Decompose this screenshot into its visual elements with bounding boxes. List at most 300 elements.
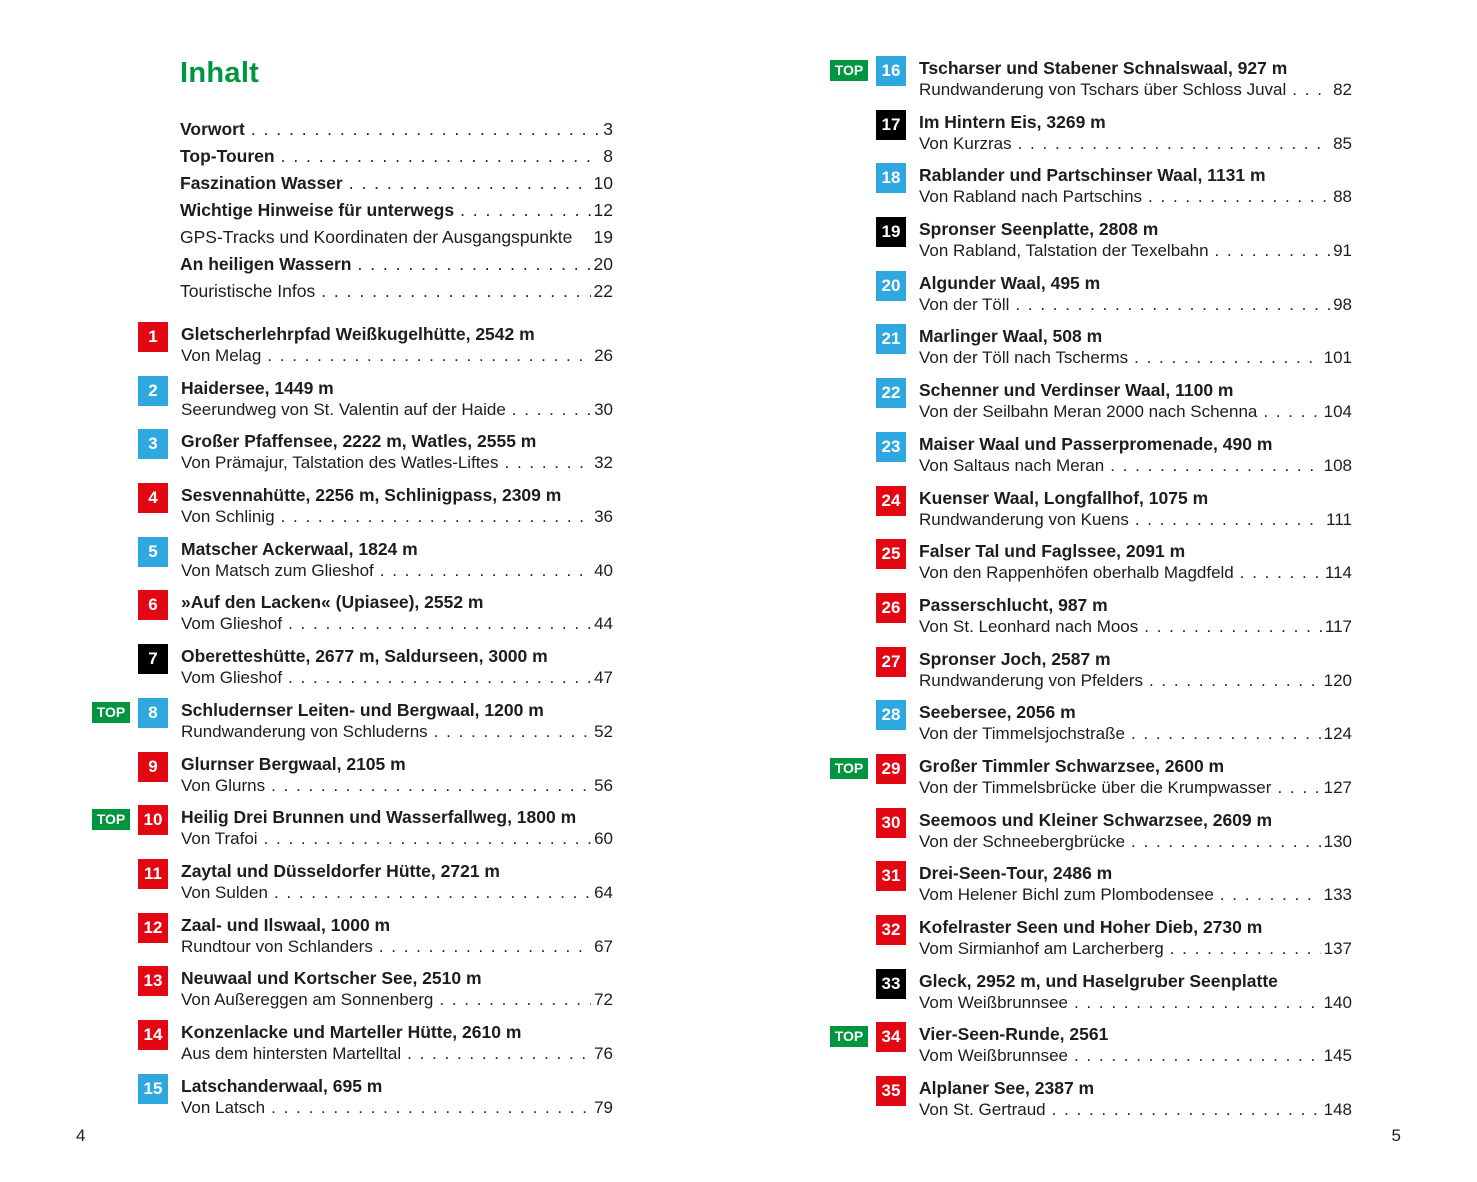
tour-entry xyxy=(830,1022,1352,1067)
tour-entry xyxy=(830,486,1352,531)
top-badge-slot xyxy=(830,700,876,725)
tour-number-badge: 19 xyxy=(876,217,906,247)
entry-page-number: 30 xyxy=(594,399,613,419)
tour-subtitle-row xyxy=(919,240,1352,262)
entry-page-number: 82 xyxy=(1333,80,1352,99)
dot-leader xyxy=(434,721,591,743)
tour-title: Glurnser Bergwaal, 2105 m xyxy=(181,753,406,774)
tour-number-badge: 23 xyxy=(876,432,906,462)
tour-title: Algunder Waal, 495 m xyxy=(919,272,1101,293)
tour-title: Maiser Waal und Passerpromenade, 490 m xyxy=(919,433,1273,454)
dot-leader xyxy=(407,1043,591,1065)
dot-leader xyxy=(288,667,591,689)
entry-page-number: 52 xyxy=(594,721,613,741)
top-badge-slot xyxy=(830,861,876,886)
top-badge-slot xyxy=(830,539,876,564)
tour-number-badge: 15 xyxy=(138,1074,168,1104)
tour-entry xyxy=(830,861,1352,906)
tour-subtitle: Von Rabland, Talstation der Texelbahn xyxy=(919,241,1209,261)
tour-subtitle-row xyxy=(919,186,1352,208)
tour-title: Vier-Seen-Runde, 2561 xyxy=(919,1024,1109,1045)
tour-subtitle: Von der Timmelsjochstraße xyxy=(919,724,1125,744)
dot-leader xyxy=(439,989,591,1011)
tour-text xyxy=(181,376,613,421)
dot-leader xyxy=(1131,831,1321,853)
tour-entry xyxy=(92,537,613,582)
top-badge-slot xyxy=(92,859,138,884)
tour-subtitle: Vom Helener Bichl zum Plombodensee xyxy=(919,885,1214,905)
tour-title: Haidersee, 1449 m xyxy=(181,377,334,398)
tour-text xyxy=(919,915,1352,960)
entry-page-number: 60 xyxy=(594,829,613,849)
tour-text xyxy=(181,859,613,904)
dot-leader xyxy=(1292,79,1330,101)
entry-page-number: 98 xyxy=(1333,294,1352,314)
tour-subtitle-row xyxy=(919,133,1352,155)
tour-number-badge: 8 xyxy=(138,698,168,728)
entry-page-number: 104 xyxy=(1323,402,1352,422)
dot-leader xyxy=(1074,1045,1321,1067)
dot-leader xyxy=(1149,670,1321,692)
tour-text xyxy=(919,1022,1352,1067)
entry-label: Wichtige Hinweise für unterwegs xyxy=(180,200,455,220)
tour-title: Schludernser Leiten- und Bergwaal, 1200 m xyxy=(181,699,544,720)
tour-subtitle-row xyxy=(181,345,613,367)
tour-subtitle-row xyxy=(919,992,1352,1014)
tour-text xyxy=(919,754,1352,799)
front-matter-entry xyxy=(180,251,613,278)
tour-text xyxy=(181,429,613,474)
tour-entry xyxy=(830,56,1352,101)
tour-entry xyxy=(92,805,613,850)
tour-text xyxy=(919,647,1352,692)
top-badge-slot xyxy=(830,593,876,618)
tour-title: Tscharser und Stabener Schnalswaal, 927 m xyxy=(919,58,1288,78)
tour-title: Kuenser Waal, Longfallhof, 1075 m xyxy=(919,487,1209,508)
page-title: Inhalt xyxy=(180,57,260,89)
tour-entry xyxy=(92,322,613,367)
tour-title: Oberetteshütte, 2677 m, Saldurseen, 3000 m xyxy=(181,646,548,667)
entry-page-number: 85 xyxy=(1333,133,1352,153)
tour-subtitle: Von Latsch xyxy=(181,1097,266,1117)
tour-text xyxy=(919,539,1352,584)
dot-leader xyxy=(380,560,591,582)
tour-title: Spronser Seenplatte, 2808 m xyxy=(919,219,1159,240)
tour-entry xyxy=(830,754,1352,799)
entry-page-number: 91 xyxy=(1333,241,1352,261)
tour-subtitle-row xyxy=(181,452,613,474)
tour-number-badge: 2 xyxy=(138,376,168,406)
tour-number-badge: 4 xyxy=(138,483,168,513)
dot-leader xyxy=(1220,884,1321,906)
dot-leader xyxy=(349,170,591,197)
tour-subtitle-row xyxy=(919,723,1352,745)
tour-title: Gletscherlehrpfad Weißkugelhütte, 2542 m xyxy=(181,324,535,344)
tour-text xyxy=(919,861,1352,906)
dot-leader xyxy=(379,936,591,958)
tour-entry xyxy=(92,644,613,689)
tour-number-badge: 16 xyxy=(876,56,906,86)
tour-number-badge: 6 xyxy=(138,590,168,620)
tour-subtitle-row xyxy=(181,560,613,582)
tour-number-badge: 17 xyxy=(876,110,906,140)
tour-text xyxy=(919,700,1352,745)
tour-text xyxy=(181,644,613,689)
tour-number-badge: 30 xyxy=(876,808,906,838)
top-badge-slot xyxy=(92,537,138,562)
top-badge-slot xyxy=(830,56,876,81)
tour-title: Im Hintern Eis, 3269 m xyxy=(919,111,1106,132)
tour-entry xyxy=(92,752,613,797)
tour-entry xyxy=(92,590,613,635)
top-badge-slot xyxy=(830,217,876,242)
entry-label: An heiligen Wassern xyxy=(180,254,352,274)
dot-leader xyxy=(1148,186,1330,208)
tour-list-right xyxy=(830,56,1352,1130)
front-matter-entry xyxy=(180,278,613,305)
tour-number-badge: 11 xyxy=(138,859,168,889)
tour-entry xyxy=(830,432,1352,477)
tour-number-badge: 12 xyxy=(138,913,168,943)
tour-text xyxy=(181,913,613,958)
tour-subtitle: Von St. Leonhard nach Moos xyxy=(919,616,1139,636)
tour-subtitle: Von der Seilbahn Meran 2000 nach Schenna xyxy=(919,402,1258,422)
tour-number-badge: 10 xyxy=(138,805,168,835)
entry-page-number: 108 xyxy=(1323,455,1352,475)
tour-text xyxy=(181,590,613,635)
entry-page-number: 47 xyxy=(594,668,613,688)
top-badge-slot xyxy=(830,163,876,188)
dot-leader xyxy=(281,143,601,170)
tour-text xyxy=(919,1076,1352,1121)
top-badge-slot xyxy=(830,754,876,779)
entry-page-number: 36 xyxy=(594,507,613,527)
tour-title: Großer Pfaffensee, 2222 m, Watles, 2555 m xyxy=(181,431,537,452)
dot-leader xyxy=(1215,240,1331,262)
dot-leader xyxy=(1015,294,1330,316)
dot-leader xyxy=(251,116,600,143)
tour-text xyxy=(181,752,613,797)
top-badge-slot xyxy=(830,486,876,511)
entry-page-number: 148 xyxy=(1323,1100,1352,1120)
tour-subtitle-row xyxy=(181,828,613,850)
dot-leader xyxy=(1052,1099,1321,1121)
front-matter-entry xyxy=(180,143,613,170)
tour-text xyxy=(181,966,613,1011)
dot-leader xyxy=(288,613,591,635)
tour-entry xyxy=(92,966,613,1011)
entry-page-number: 88 xyxy=(1333,187,1352,207)
dot-leader xyxy=(460,197,590,224)
tour-subtitle: Von der Töll nach Tscherms xyxy=(919,348,1129,368)
tour-entry xyxy=(92,483,613,528)
top-badge-slot xyxy=(92,429,138,454)
top-badge-slot xyxy=(92,805,138,830)
tour-number-badge: 24 xyxy=(876,486,906,516)
tour-text xyxy=(181,698,613,743)
top-badge: TOP xyxy=(92,702,130,723)
tour-title: Seebersee, 2056 m xyxy=(919,702,1076,723)
entry-label: Top-Touren xyxy=(180,146,275,166)
tour-subtitle: Von Melag xyxy=(181,346,262,365)
entry-page-number: 120 xyxy=(1323,670,1352,690)
entry-page-number: 3 xyxy=(603,119,613,139)
tour-number-badge: 7 xyxy=(138,644,168,674)
top-badge-slot xyxy=(830,271,876,296)
entry-page-number: 8 xyxy=(603,146,613,166)
entry-page-number: 101 xyxy=(1323,348,1352,368)
tour-text xyxy=(919,969,1352,1014)
entry-page-number: 72 xyxy=(594,990,613,1010)
tour-number-badge: 3 xyxy=(138,429,168,459)
top-badge-slot xyxy=(92,644,138,669)
tour-title: Seemoos und Kleiner Schwarzsee, 2609 m xyxy=(919,809,1273,830)
tour-subtitle-row xyxy=(181,399,613,421)
entry-page-number: 76 xyxy=(594,1043,613,1063)
tour-list-left xyxy=(92,322,613,1127)
tour-title: Zaal- und Ilswaal, 1000 m xyxy=(181,914,391,935)
tour-entry xyxy=(92,1074,613,1119)
tour-title: Zaytal und Düsseldorfer Hütte, 2721 m xyxy=(181,860,500,881)
tour-number-badge: 28 xyxy=(876,700,906,730)
dot-leader xyxy=(1277,777,1320,799)
tour-subtitle-row xyxy=(181,989,613,1011)
front-matter-list xyxy=(180,116,613,305)
top-badge-slot xyxy=(830,808,876,833)
entry-page-number: 64 xyxy=(594,882,613,902)
dot-leader xyxy=(1144,616,1322,638)
tour-subtitle-row xyxy=(919,777,1352,799)
tour-subtitle-row xyxy=(919,1099,1352,1121)
top-badge: TOP xyxy=(830,60,868,81)
top-badge-slot xyxy=(830,110,876,135)
tour-title: Marlinger Waal, 508 m xyxy=(919,326,1103,347)
top-badge-slot xyxy=(92,913,138,938)
top-badge-slot xyxy=(830,969,876,994)
tour-text xyxy=(919,163,1352,208)
tour-subtitle: Aus dem hintersten Martelltal xyxy=(181,1043,402,1063)
tour-number-badge: 13 xyxy=(138,966,168,996)
tour-number-badge: 1 xyxy=(138,322,168,352)
tour-title: »Auf den Lacken« (Upiasee), 2552 m xyxy=(181,592,484,613)
tour-subtitle: Von den Rappenhöfen oberhalb Magdfeld xyxy=(919,563,1234,583)
entry-page-number: 22 xyxy=(593,281,613,301)
tour-title: Matscher Ackerwaal, 1824 m xyxy=(181,538,418,559)
dot-leader xyxy=(1135,509,1323,531)
tour-subtitle: Rundwanderung von Tschars über Schloss Juval xyxy=(919,80,1287,99)
tour-entry xyxy=(830,1076,1352,1121)
tour-subtitle-row xyxy=(181,613,613,635)
tour-subtitle: Von Rabland nach Partschins xyxy=(919,187,1143,207)
entry-label: Vorwort xyxy=(180,119,245,139)
tour-title: Falser Tal und Faglssee, 2091 m xyxy=(919,541,1186,562)
dot-leader xyxy=(1240,562,1322,584)
tour-subtitle: Vom Weißbrunnsee xyxy=(919,1046,1068,1066)
front-matter-entry xyxy=(180,197,613,224)
tour-text xyxy=(919,271,1352,316)
tour-subtitle: Von der Schneebergbrücke xyxy=(919,831,1126,851)
tour-subtitle: Von St. Gertraud xyxy=(919,1100,1046,1120)
tour-text xyxy=(919,56,1352,101)
dot-leader xyxy=(321,278,590,305)
tour-subtitle-row xyxy=(919,831,1352,853)
tour-title: Schenner und Verdinser Waal, 1100 m xyxy=(919,380,1234,401)
tour-number-badge: 21 xyxy=(876,324,906,354)
tour-entry xyxy=(830,593,1352,638)
entry-page-number: 127 xyxy=(1323,777,1352,797)
tour-number-badge: 35 xyxy=(876,1076,906,1106)
entry-page-number: 79 xyxy=(594,1097,613,1117)
top-badge-slot xyxy=(92,483,138,508)
tour-subtitle: Von Außereggen am Sonnenberg xyxy=(181,990,434,1010)
tour-entry xyxy=(830,378,1352,423)
tour-number-badge: 5 xyxy=(138,537,168,567)
entry-page-number: 12 xyxy=(593,200,613,220)
tour-number-badge: 32 xyxy=(876,915,906,945)
tour-entry xyxy=(92,859,613,904)
top-badge-slot xyxy=(92,752,138,777)
tour-number-badge: 9 xyxy=(138,752,168,782)
tour-text xyxy=(919,486,1352,531)
tour-title: Alplaner See, 2387 m xyxy=(919,1078,1095,1099)
top-badge: TOP xyxy=(92,809,130,830)
tour-subtitle: Seerundweg von St. Valentin auf der Haide xyxy=(181,399,506,419)
top-badge-slot xyxy=(92,698,138,723)
dot-leader xyxy=(267,345,591,367)
entry-page-number: 32 xyxy=(594,453,613,473)
book-page-number-left: 4 xyxy=(76,1126,86,1145)
dot-leader xyxy=(281,506,592,528)
tour-subtitle: Von Trafoi xyxy=(181,829,258,849)
tour-subtitle-row xyxy=(919,884,1352,906)
dot-leader xyxy=(274,882,591,904)
top-badge-slot xyxy=(92,322,138,347)
tour-subtitle-row xyxy=(919,509,1352,531)
dot-leader xyxy=(271,1097,591,1119)
tour-text xyxy=(181,537,613,582)
top-badge-slot xyxy=(830,432,876,457)
tour-text xyxy=(181,322,613,367)
entry-page-number: 124 xyxy=(1323,724,1352,744)
tour-title: Latschanderwaal, 695 m xyxy=(181,1075,383,1096)
tour-subtitle-row xyxy=(919,938,1352,960)
tour-subtitle: Rundwanderung von Schluderns xyxy=(181,721,428,741)
tour-subtitle: Von Prämajur, Talstation des Watles-Liftes xyxy=(181,453,499,473)
tour-entry xyxy=(92,1020,613,1065)
tour-text xyxy=(919,110,1352,155)
tour-title: Kofelraster Seen und Hoher Dieb, 2730 m xyxy=(919,917,1263,937)
tour-entry xyxy=(830,915,1352,960)
dot-leader xyxy=(1018,133,1330,155)
entry-page-number: 114 xyxy=(1324,563,1352,583)
top-badge-slot xyxy=(830,1022,876,1047)
tour-subtitle-row xyxy=(919,79,1352,101)
tour-subtitle: Von Kurzras xyxy=(919,133,1012,153)
entry-page-number: 137 xyxy=(1323,939,1352,958)
tour-title: Heilig Drei Brunnen und Wasserfallweg, 1800 m xyxy=(181,807,577,828)
tour-text xyxy=(919,324,1352,369)
tour-title: Konzenlacke und Marteller Hütte, 2610 m xyxy=(181,1021,522,1042)
tour-subtitle: Von der Töll xyxy=(919,294,1010,314)
tour-text xyxy=(919,432,1352,477)
dot-leader xyxy=(1263,401,1320,423)
tour-subtitle: Rundwanderung von Pfelders xyxy=(919,670,1143,690)
tour-entry xyxy=(830,969,1352,1014)
tour-number-badge: 14 xyxy=(138,1020,168,1050)
top-badge: TOP xyxy=(830,1026,868,1047)
tour-entry xyxy=(830,700,1352,745)
dot-leader xyxy=(264,828,592,850)
tour-entry xyxy=(92,429,613,474)
top-badge-slot xyxy=(92,1020,138,1045)
tour-entry xyxy=(830,808,1352,853)
tour-subtitle-row xyxy=(181,1097,613,1119)
tour-subtitle-row xyxy=(181,667,613,689)
tour-title: Neuwaal und Kortscher See, 2510 m xyxy=(181,968,482,989)
tour-number-badge: 25 xyxy=(876,539,906,569)
top-badge-slot xyxy=(830,1076,876,1101)
entry-page-number: 40 xyxy=(594,560,613,580)
entry-page-number: 19 xyxy=(593,227,613,247)
tour-number-badge: 31 xyxy=(876,861,906,891)
front-matter-entry xyxy=(180,170,613,197)
front-matter-entry xyxy=(180,116,613,143)
tour-subtitle: Vom Glieshof xyxy=(181,614,283,634)
entry-page-number: 140 xyxy=(1323,992,1352,1012)
entry-page-number: 111 xyxy=(1326,509,1352,529)
entry-page-number: 145 xyxy=(1323,1046,1352,1066)
dot-leader xyxy=(1170,938,1321,960)
tour-number-badge: 26 xyxy=(876,593,906,623)
tour-subtitle-row xyxy=(919,616,1352,638)
tour-title: Rablander und Partschinser Waal, 1131 m xyxy=(919,165,1266,186)
tour-subtitle-row xyxy=(919,1045,1352,1067)
tour-text xyxy=(919,378,1352,423)
entry-page-number: 44 xyxy=(594,614,613,634)
top-badge-slot xyxy=(92,1074,138,1099)
tour-subtitle-row xyxy=(919,294,1352,316)
dot-leader xyxy=(505,452,592,474)
entry-page-number: 10 xyxy=(593,173,613,193)
tour-number-badge: 29 xyxy=(876,754,906,784)
tour-title: Sesvennahütte, 2256 m, Schlinigpass, 2309 m xyxy=(181,485,562,506)
top-badge-slot xyxy=(92,590,138,615)
tour-text xyxy=(181,805,613,850)
tour-title: Passerschlucht, 987 m xyxy=(919,594,1108,615)
tour-subtitle: Von Matsch zum Glieshof xyxy=(181,560,374,580)
tour-title: Spronser Joch, 2587 m xyxy=(919,648,1111,669)
dot-leader xyxy=(1131,723,1321,745)
tour-subtitle-row xyxy=(181,1043,613,1065)
tour-subtitle-row xyxy=(181,882,613,904)
tour-title: Gleck, 2952 m, und Haselgruber Seenplatte xyxy=(919,970,1278,991)
tour-entry xyxy=(830,647,1352,692)
entry-page-number: 26 xyxy=(594,346,613,365)
tour-text xyxy=(919,217,1352,262)
tour-subtitle: Von Saltaus nach Meran xyxy=(919,455,1105,475)
book-page-number-right: 5 xyxy=(1391,1126,1401,1145)
top-badge-slot xyxy=(92,376,138,401)
dot-leader xyxy=(1134,347,1320,369)
tour-text xyxy=(181,1074,613,1119)
tour-subtitle: Vom Sirmianhof am Larcherberg xyxy=(919,939,1164,958)
top-badge: TOP xyxy=(830,758,868,779)
tour-subtitle: Von der Timmelsbrücke über die Krumpwasser xyxy=(919,777,1272,797)
tour-number-badge: 20 xyxy=(876,271,906,301)
tour-number-badge: 18 xyxy=(876,163,906,193)
entry-page-number: 130 xyxy=(1323,831,1352,851)
tour-title: Großer Timmler Schwarzsee, 2600 m xyxy=(919,755,1225,776)
